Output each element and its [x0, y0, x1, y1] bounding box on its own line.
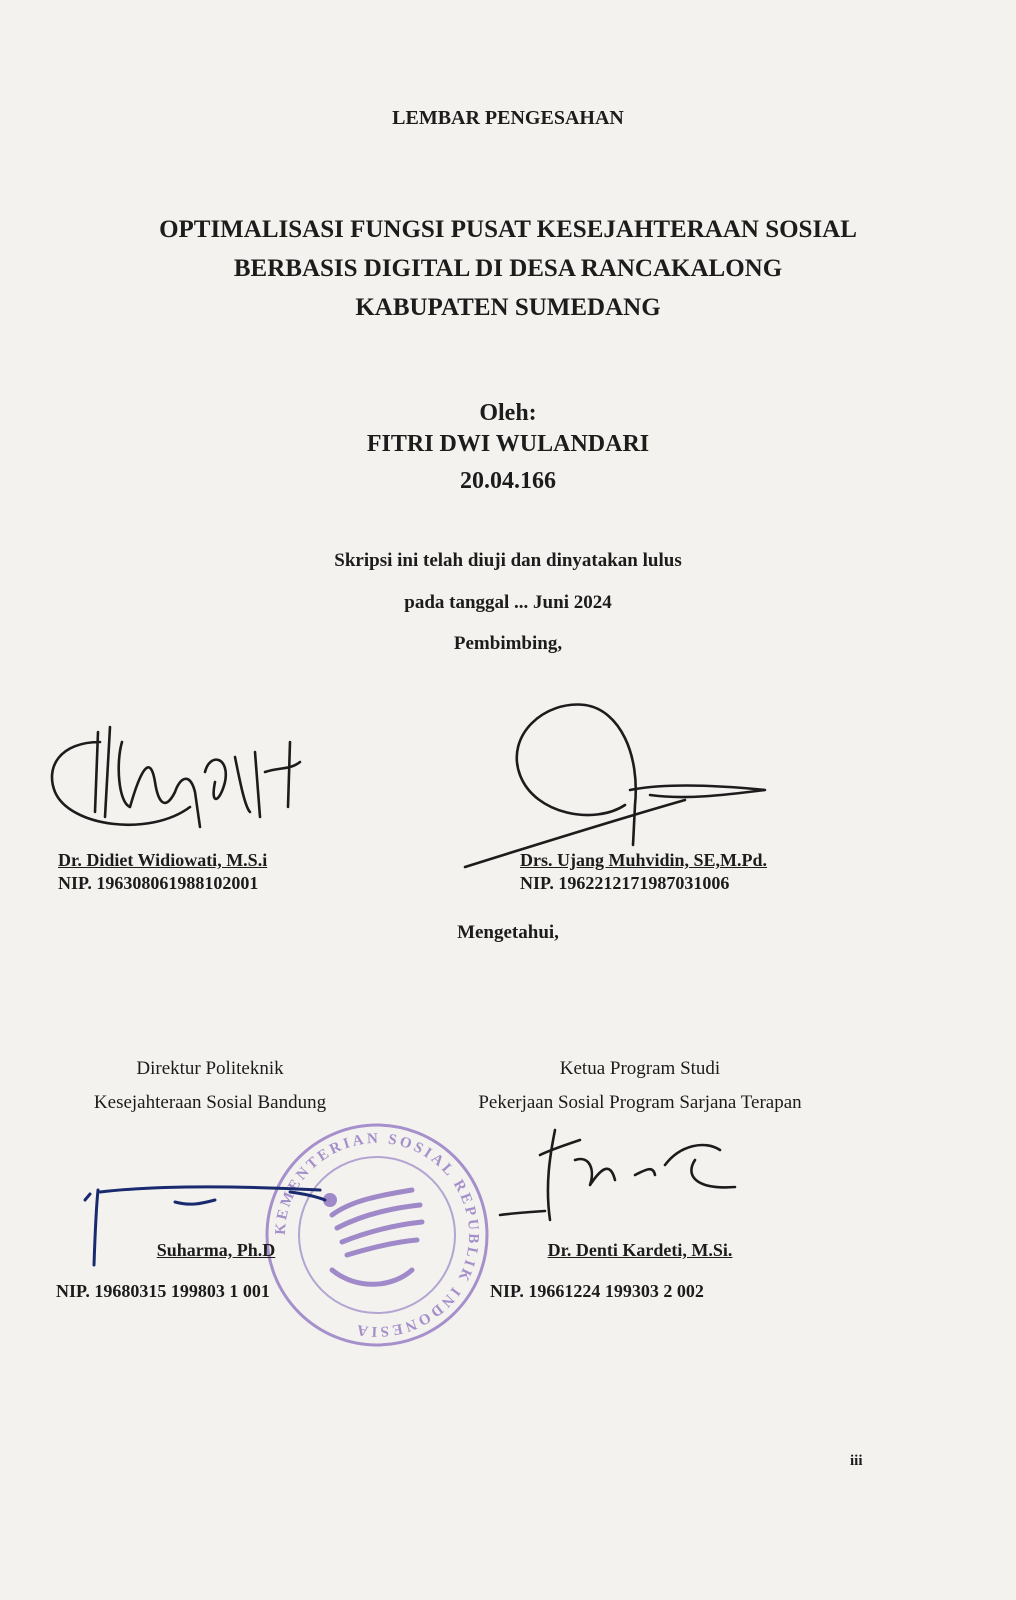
acknowledged-label: Mengetahui, — [457, 922, 559, 943]
seal-text: KEMENTERIAN SOSIAL REPUBLIK INDONESIA — [272, 1130, 482, 1340]
director-name: Suharma, Ph.D — [156, 1240, 276, 1260]
role-line: Pekerjaan Sosial Program Sarjana Terapan — [478, 1092, 802, 1113]
student-number: 20.04.166 — [460, 468, 556, 494]
advisor-2-block — [520, 850, 767, 894]
author-name: FITRI DWI WULANDARI — [366, 431, 650, 457]
page-number: iii — [850, 1453, 863, 1469]
title-line: OPTIMALISASI FUNGSI PUSAT KESEJAHTERAAN SOSIAL — [159, 216, 857, 243]
exam-date: pada tanggal ... Juni 2024 — [404, 592, 612, 613]
program-head-name: Dr. Denti Kardeti, M.Si. — [547, 1240, 733, 1260]
advisor-2-nip: NIP. 196221217198703100​6 — [520, 873, 730, 893]
advisor-1-nip: NIP. 196308061988102001 — [58, 873, 259, 893]
program-head-signature — [495, 1115, 765, 1235]
page-heading: LEMBAR PENGESAHAN — [392, 107, 624, 129]
thesis-title — [0, 210, 1016, 327]
role-line: Direktur Politeknik — [136, 1058, 284, 1079]
director-block — [56, 1240, 376, 1302]
advisor-1-name: Dr. Didiet Widiowati, M.S.i — [58, 850, 268, 870]
role-line: Kesejahteraan Sosial Bandung — [93, 1092, 327, 1113]
program-head-block — [490, 1240, 790, 1302]
advisor-1-signature — [40, 712, 310, 847]
title-line: KABUPATEN SUMEDANG — [355, 294, 661, 321]
advisor-2-signature — [455, 695, 785, 875]
by-label: Oleh: — [479, 400, 537, 426]
advisor-2-name: Drs. Ujang Muhvidin, SE,M.Pd. — [520, 850, 768, 870]
advisor-label: Pembimbing, — [453, 633, 563, 654]
program-head-role — [420, 1052, 860, 1120]
director-role — [40, 1052, 380, 1120]
exam-statement: Skripsi ini telah diuji dan dinyatakan lulus — [334, 550, 682, 571]
role-line: Ketua Program Studi — [559, 1058, 721, 1079]
director-nip: NIP. 19680315 199803 1 001 — [56, 1281, 270, 1301]
program-head-nip: NIP. 19661224 199303 2 002 — [490, 1281, 704, 1301]
advisor-1-block — [58, 850, 267, 894]
title-line: BERBASIS DIGITAL DI DESA RANCAKALONG — [233, 255, 783, 282]
